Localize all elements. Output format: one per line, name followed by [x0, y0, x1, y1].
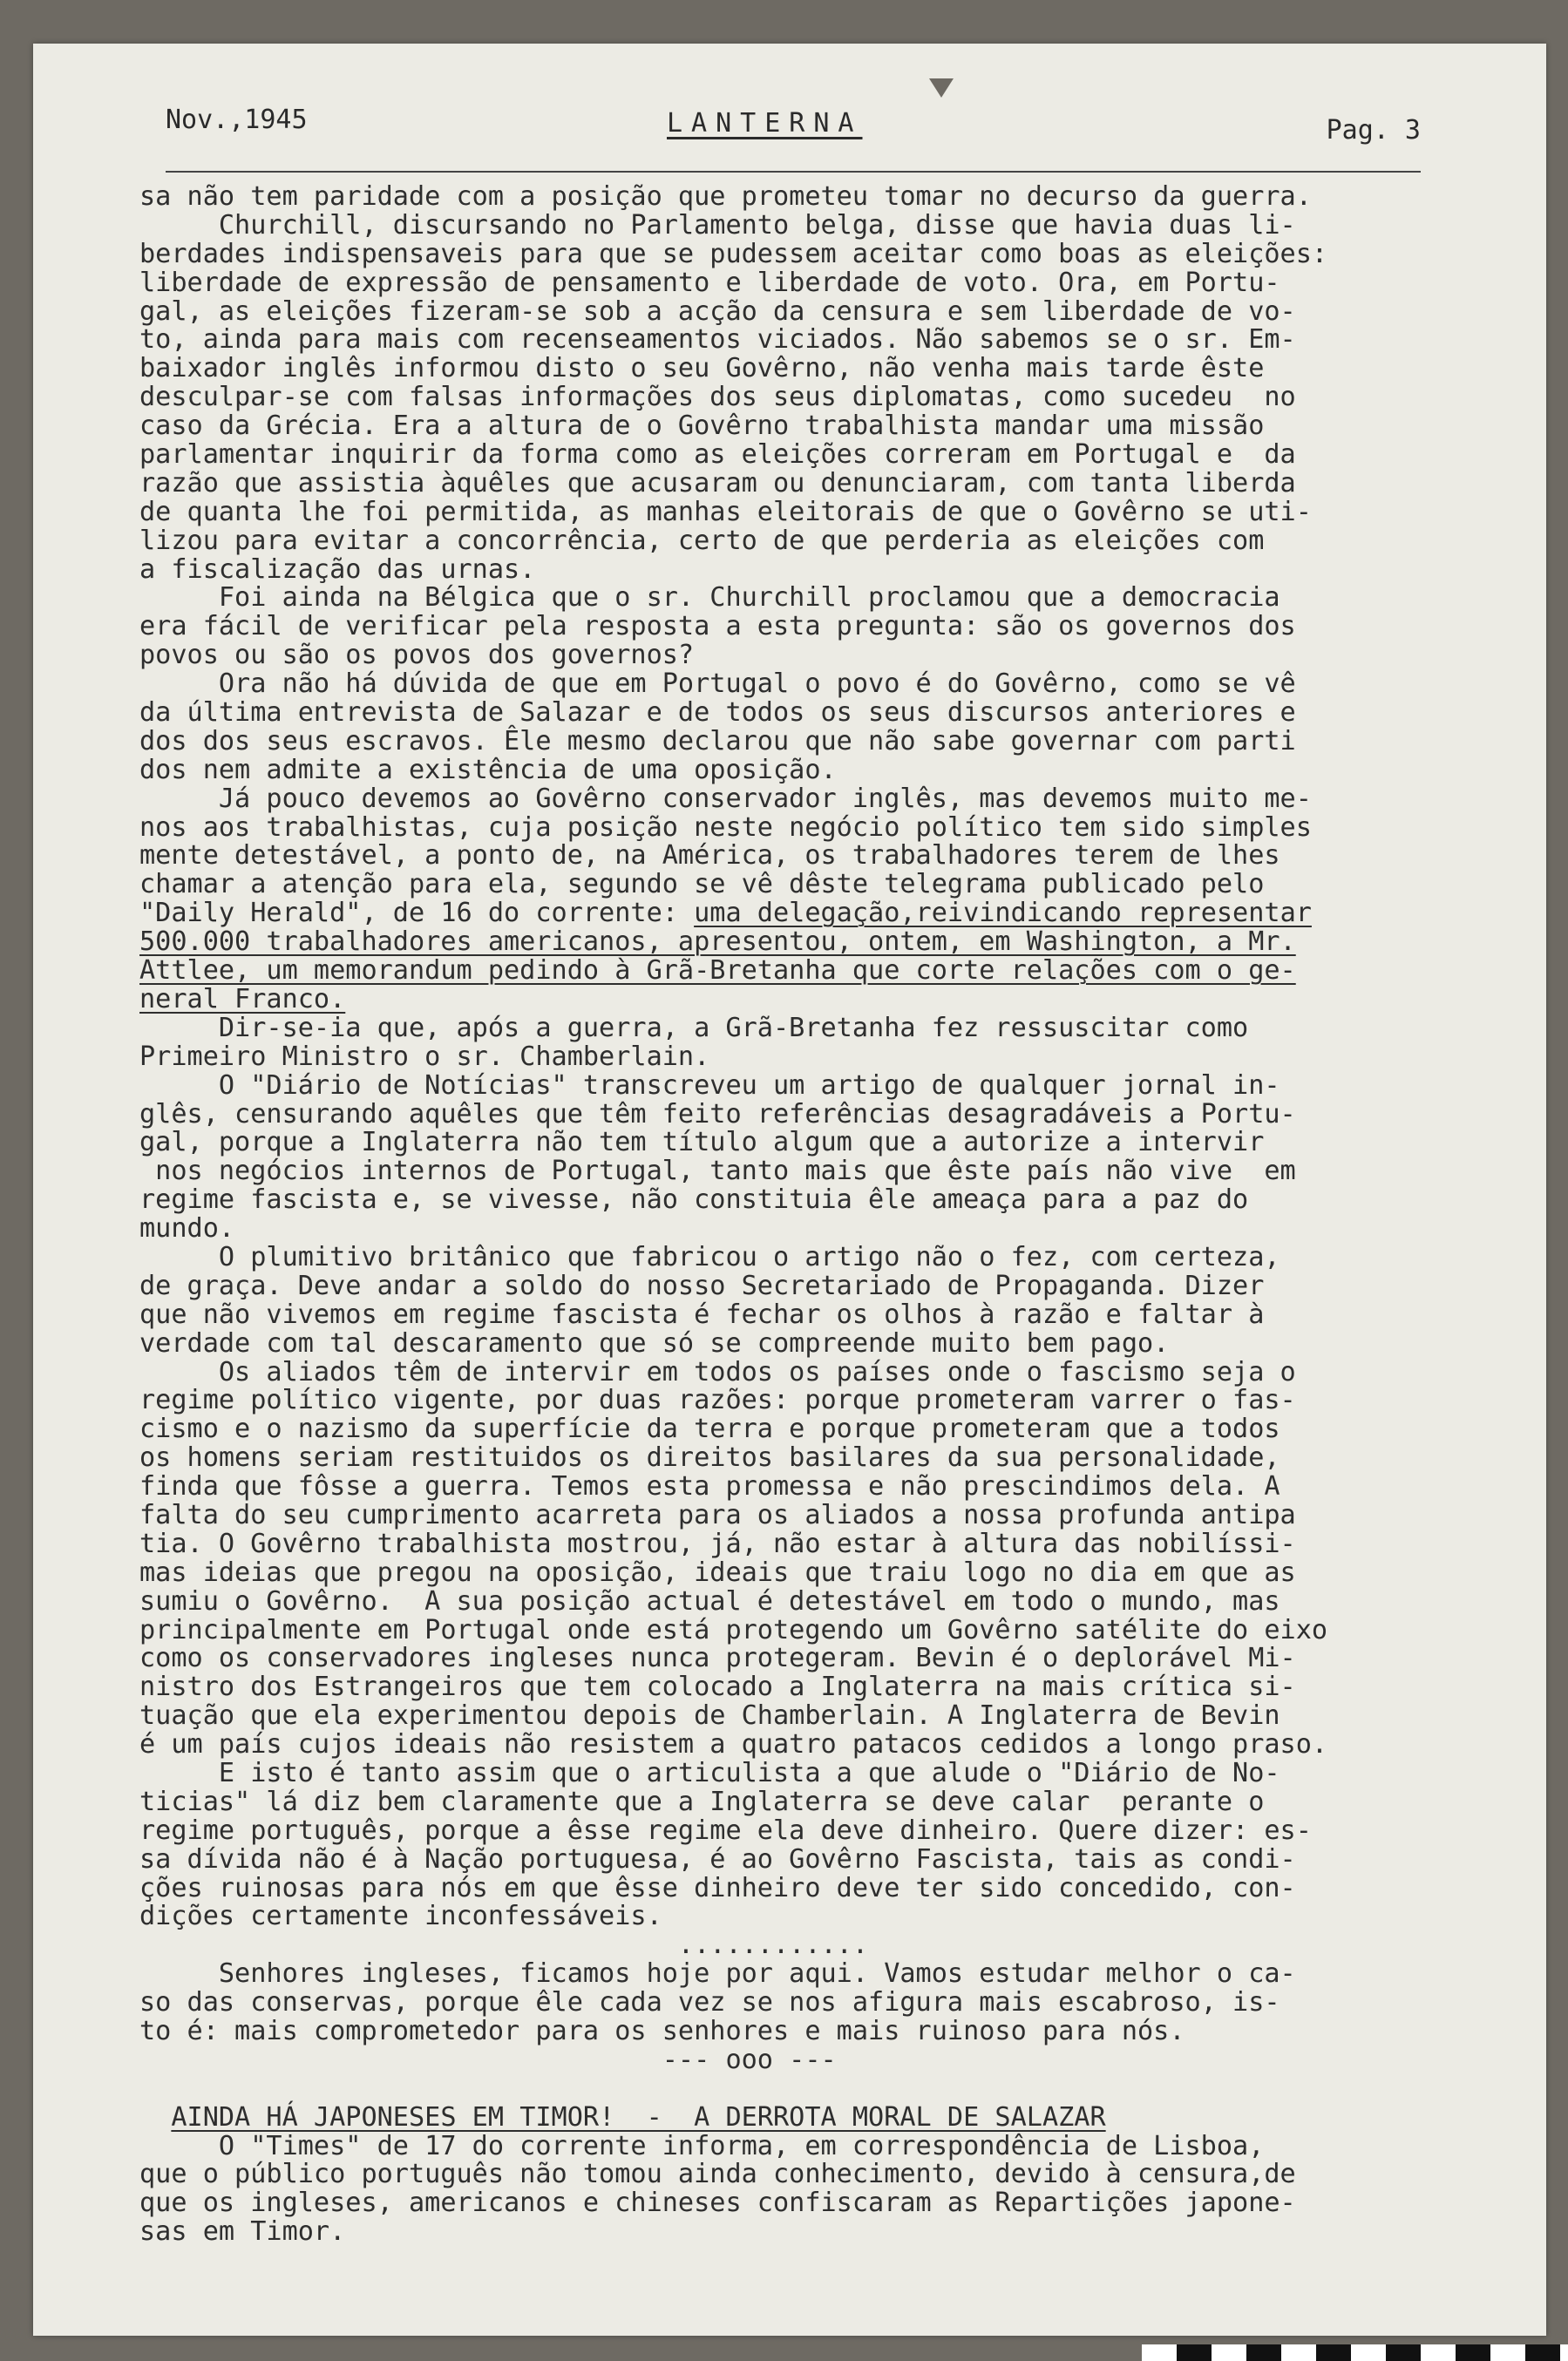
text-line: regime político vigente, por duas razões: porque prometeram varrer o fas- — [139, 1385, 1296, 1416]
text-line: to, ainda para mais com recenseamentos viciados. Não sabemos se o sr. Em- — [139, 324, 1296, 356]
section-heading: AINDA HÁ JAPONESES EM TIMOR! - A DERROTA MORAL DE SALAZAR — [171, 2101, 1106, 2133]
text-line: cismo e o nazismo da superfície da terra e porque prometeram que a todos — [139, 1414, 1280, 1445]
text-line: --- ooo --- — [139, 2044, 837, 2075]
text-line: tia. O Govêrno trabalhista mostrou, já, não estar à altura das nobilíssi- — [139, 1528, 1296, 1559]
text-line: Dir-se-ia que, após a guerra, a Grã-Bretanha fez ressuscitar como — [139, 1012, 1249, 1043]
underlined-text: neral Franco. — [139, 983, 346, 1014]
text-line: Primeiro Ministro o sr. Chamberlain. — [139, 1041, 710, 1072]
header-title: LANTERNA — [667, 108, 863, 139]
text-line — [139, 983, 1447, 1014]
article-body — [139, 183, 1447, 2247]
text-line: dos nem admite a existência de uma oposição. — [139, 754, 837, 785]
text-line — [139, 928, 1447, 957]
text-line: sa não tem paridade com a posição que prometeu tomar no decurso da guerra. — [139, 181, 1312, 212]
text-line: tuação que ela experimentou depois de Chamberlain. A Inglaterra de Bevin — [139, 1700, 1280, 1732]
text-line: verdade com tal descaramento que só se compreende muito bem pago. — [139, 1327, 1170, 1359]
text-line: sas em Timor. — [139, 2216, 346, 2248]
text-line: baixador inglês informou disto o seu Govêrno, não venha mais tarde êste — [139, 353, 1265, 384]
text-line: Já pouco devemos ao Govêrno conservador inglês, mas devemos muito me- — [139, 783, 1312, 814]
text-line: é um país cujos ideais não resistem a quatro patacos cedidos a longo praso. — [139, 1729, 1328, 1761]
text-line: nistro dos Estrangeiros que tem colocado a Inglaterra na mais crítica si- — [139, 1672, 1296, 1703]
text-line: sumiu o Govêrno. A sua posição actual é detestável em todo o mundo, mas — [139, 1585, 1280, 1617]
text-line: ............ — [139, 1930, 869, 1961]
text-line: era fácil de verificar pela resposta a esta pregunta: são os governos dos — [139, 611, 1296, 642]
text-line: lizou para evitar a concorrência, certo de que perderia as eleições com — [139, 525, 1265, 556]
text-line: dições certamente inconfessáveis. — [139, 1901, 662, 1932]
text-line: mundo. — [139, 1213, 235, 1245]
text-line: berdades indispensaveis para que se pudessem aceitar como boas as eleições: — [139, 238, 1328, 269]
text-line — [139, 2101, 1447, 2133]
text-line: regime português, porque a êsse regime ela deve dinheiro. Quere dizer: es- — [139, 1815, 1312, 1846]
text-line: regime fascista e, se vivesse, não constituia êle ameaça para a paz do — [139, 1184, 1249, 1216]
text-line: so das conservas, porque êle cada vez se nos afigura mais escabroso, is- — [139, 1987, 1280, 2018]
underlined-text: 500.000 trabalhadores americanos, apresentou, ontem, em Washington, a Mr. — [139, 926, 1296, 958]
text-line: falta do seu cumprimento acarreta para os aliados a nossa profunda antipa — [139, 1499, 1296, 1530]
plain-text: "Daily Herald", de 16 do corrente: — [139, 898, 695, 929]
text-line: razão que assistia àquêles que acusaram ou denunciaram, com tanta liberda — [139, 467, 1296, 499]
text-line: de graça. Deve andar a soldo do nosso Secretariado de Propaganda. Dizer — [139, 1270, 1265, 1301]
header-rule — [166, 171, 1421, 173]
text-line: que os ingleses, americanos e chineses confiscaram as Repartições japone- — [139, 2188, 1296, 2219]
text-line: glês, censurando aquêles que têm feito referências desagradáveis a Portu- — [139, 1098, 1296, 1130]
text-line: principalmente em Portugal onde está protegendo um Govêrno satélite do eixo — [139, 1614, 1328, 1645]
text-line: mente detestável, a ponto de, na América, os trabalhadores terem de lhes — [139, 840, 1280, 872]
text-line: chamar a atenção para ela, segundo se vê dêste telegrama publicado pelo — [139, 869, 1265, 900]
text-line: povos ou são os povos dos governos? — [139, 640, 695, 671]
text-line — [139, 899, 1447, 928]
underlined-text: Attlee, um memorandum pedindo à Grã-Bretanha que corte relações com o ge- — [139, 955, 1296, 987]
text-line: nos negócios internos de Portugal, tanto mais que êste país não vive em — [139, 1156, 1296, 1187]
header-page-number: Pag. 3 — [1326, 115, 1421, 146]
plain-text — [139, 2102, 171, 2133]
text-line: Ora não há dúvida de que em Portugal o povo é do Govêrno, como se vê — [139, 668, 1296, 700]
page-header — [131, 105, 1421, 157]
text-line: ticias" lá diz bem claramente que a Inglaterra se deve calar perante o — [139, 1786, 1265, 1817]
text-line: ções ruinosas para nós em que êsse dinheiro deve ter sido concedido, con- — [139, 1872, 1296, 1903]
text-line: gal, as eleições fizeram-se sob a acção da censura e sem liberdade de vo- — [139, 295, 1296, 327]
text-line: Churchill, discursando no Parlamento belga, disse que havia duas li- — [139, 209, 1296, 241]
text-line: finda que fôsse a guerra. Temos esta promessa e não prescindimos dela. A — [139, 1471, 1280, 1503]
text-line: que não vivemos em regime fascista é fechar os olhos à razão e faltar à — [139, 1299, 1265, 1330]
text-line: Senhores ingleses, ficamos hoje por aqui. Vamos estudar melhor o ca- — [139, 1958, 1296, 1990]
text-line: O "Times" de 17 do corrente informa, em correspondência de Lisboa, — [139, 2130, 1265, 2161]
text-line: sa dívida não é à Nação portuguesa, é ao Govêrno Fascista, tais as condi- — [139, 1843, 1296, 1875]
text-line: a fiscalização das urnas. — [139, 553, 536, 585]
text-line: O "Diário de Notícias" transcreveu um artigo de qualquer jornal in- — [139, 1069, 1280, 1101]
color-scale-ruler — [1142, 2344, 1568, 2361]
text-line: Foi ainda na Bélgica que o sr. Churchill proclamou que a democracia — [139, 582, 1280, 614]
text-line — [139, 957, 1447, 986]
text-line: caso da Grécia. Era a altura de o Govêrno trabalhista mandar uma missão — [139, 410, 1265, 442]
text-line: gal, porque a Inglaterra não tem título algum que a autorize a intervir — [139, 1127, 1265, 1158]
paper-notch — [929, 78, 954, 98]
underlined-text: uma delegação,reivindicando representar — [694, 898, 1312, 929]
text-line: dos dos seus escravos. Êle mesmo declarou que não sabe governar com parti — [139, 725, 1296, 756]
text-line: desculpar-se com falsas informações dos seus diplomatas, como sucedeu no — [139, 382, 1296, 413]
header-date: Nov.,1945 — [166, 105, 308, 135]
text-line: de quanta lhe foi permitida, as manhas eleitorais de que o Govêrno se uti- — [139, 496, 1312, 527]
text-line: mas ideias que pregou na oposição, ideais que traiu logo no dia em que as — [139, 1557, 1296, 1588]
text-line: nos aos trabalhistas, cuja posição neste negócio político tem sido simples — [139, 811, 1312, 843]
text-line: O plumitivo britânico que fabricou o artigo não o fez, com certeza, — [139, 1241, 1280, 1272]
text-line: liberdade de expressão de pensamento e liberdade de voto. Ora, em Portu- — [139, 267, 1280, 298]
text-line: parlamentar inquirir da forma como as eleições correram em Portugal e da — [139, 439, 1296, 471]
text-line: da última entrevista de Salazar e de todos os seus discursos anteriores e — [139, 697, 1296, 729]
text-line: to é: mais comprometedor para os senhores e mais ruinoso para nós. — [139, 2016, 1185, 2046]
text-line: E isto é tanto assim que o articulista a que alude o "Diário de No- — [139, 1757, 1280, 1788]
text-line: Os aliados têm de intervir em todos os países onde o fascismo seja o — [139, 1356, 1296, 1387]
text-line: que o público português não tomou ainda conhecimento, devido à censura,de — [139, 2159, 1296, 2190]
text-line: os homens seriam restituidos os direitos basilares da sua personalidade, — [139, 1442, 1280, 1474]
text-line — [139, 2075, 1447, 2104]
text-line: como os conservadores ingleses nunca protegeram. Bevin é o deplorável Mi- — [139, 1643, 1296, 1674]
